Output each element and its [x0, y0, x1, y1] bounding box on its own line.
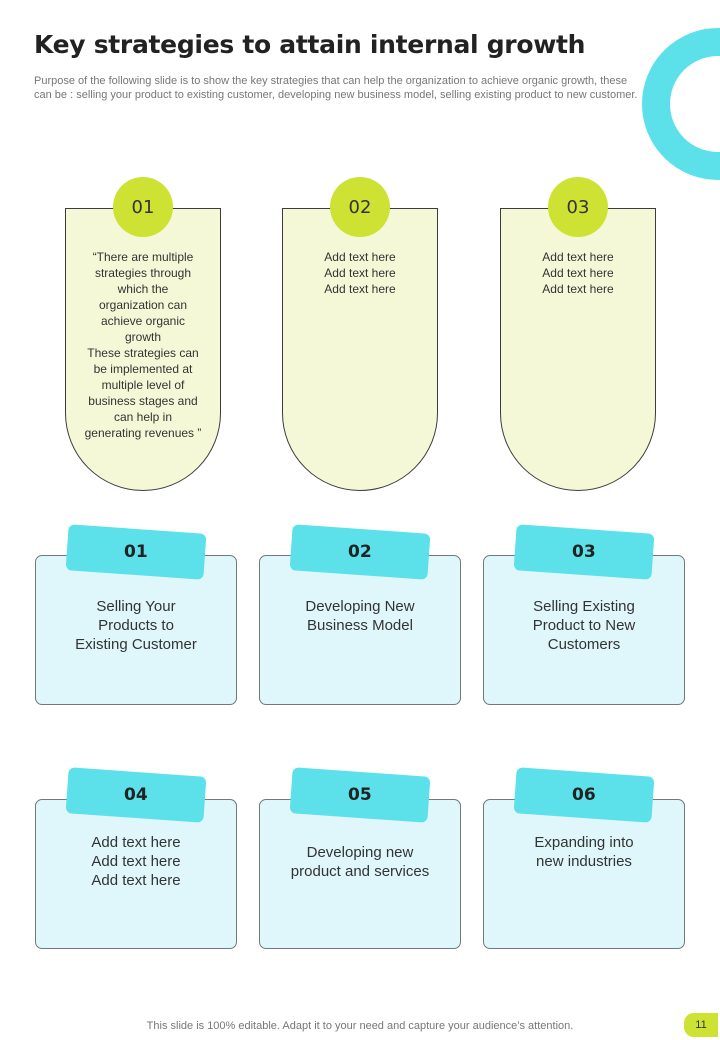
shield-line: Add text here — [324, 250, 396, 264]
card-number-tag — [66, 767, 207, 823]
decorative-ring-icon — [642, 28, 720, 180]
page-number-badge: 11 — [684, 1013, 718, 1037]
card-number: 06 — [572, 784, 596, 805]
card-line: Expanding into — [534, 834, 634, 851]
shield-line: which the — [117, 282, 169, 296]
shield-line: be implemented at — [93, 362, 193, 376]
card-number-tag — [290, 767, 431, 823]
card-text — [44, 597, 228, 654]
card-line: Add text here — [91, 872, 181, 889]
page-subtitle: Purpose of the following slide is to show the key strategies that can help the organization to achieve organic growth, these can be : selling your product to existing customer, developing new business model, selling existing product to new customer. — [34, 75, 638, 101]
shield-line: Add text here — [542, 250, 614, 264]
card-line: new industries — [536, 853, 632, 870]
shield-text — [293, 249, 427, 297]
shield-text — [76, 249, 210, 441]
card-line: Add text here — [91, 853, 181, 870]
strategy-card-3 — [483, 555, 685, 705]
card-line: Customers — [547, 636, 621, 653]
strategy-card-2 — [259, 555, 461, 705]
shield-number-badge: 03 — [548, 177, 608, 237]
shield-line: Add text here — [542, 266, 614, 280]
shield-line: generating revenues ” — [84, 426, 202, 440]
card-text — [268, 843, 452, 881]
shield-number-badge: 01 — [113, 177, 173, 237]
shield-line: achieve organic — [100, 314, 186, 328]
shield-line: Add text here — [324, 282, 396, 296]
page-title: Key strategies to attain internal growth — [34, 30, 586, 59]
strategy-card-6 — [483, 799, 685, 949]
shield-line: multiple level of — [101, 378, 185, 392]
card-number-tag — [66, 524, 207, 580]
card-number: 05 — [348, 784, 372, 805]
card-number: 02 — [348, 541, 372, 562]
shield-line: Add text here — [324, 266, 396, 280]
card-line: Developing new — [306, 844, 414, 861]
card-line: Product to New — [532, 617, 636, 634]
shield-text — [511, 249, 645, 297]
card-line: Selling Existing — [533, 598, 635, 615]
shield-line: can help in — [113, 410, 173, 424]
card-text — [492, 833, 676, 871]
shield-line: organization can — [98, 298, 188, 312]
card-number: 03 — [572, 541, 596, 562]
card-number-tag — [514, 524, 655, 580]
card-line: Developing New — [305, 598, 415, 615]
strategy-card-4 — [35, 799, 237, 949]
shield-line: strategies through — [94, 266, 192, 280]
strategy-shield-3 — [500, 208, 656, 491]
card-text — [492, 597, 676, 654]
card-number-tag — [514, 767, 655, 823]
shield-line: Add text here — [542, 282, 614, 296]
card-line: Business Model — [307, 617, 413, 634]
strategy-shield-1 — [65, 208, 221, 491]
shield-line: “There are multiple — [92, 250, 194, 264]
footer-note: This slide is 100% editable. Adapt it to your need and capture your audience’s attention. — [146, 1020, 574, 1032]
shield-line: business stages and — [88, 394, 198, 408]
card-line: Products to — [98, 617, 174, 634]
card-text — [268, 597, 452, 635]
strategy-card-1 — [35, 555, 237, 705]
shield-line: growth — [124, 330, 162, 344]
card-line: product and services — [290, 863, 430, 880]
card-line: Selling Your — [96, 598, 176, 615]
strategy-card-5 — [259, 799, 461, 949]
card-line: Add text here — [91, 834, 181, 851]
card-line: Existing Customer — [75, 636, 197, 653]
card-number: 01 — [124, 541, 148, 562]
card-number-tag — [290, 524, 431, 580]
strategy-shield-2 — [282, 208, 438, 491]
shield-line: These strategies can — [87, 346, 199, 360]
card-text — [44, 833, 228, 890]
card-number: 04 — [124, 784, 148, 805]
shield-number-badge: 02 — [330, 177, 390, 237]
